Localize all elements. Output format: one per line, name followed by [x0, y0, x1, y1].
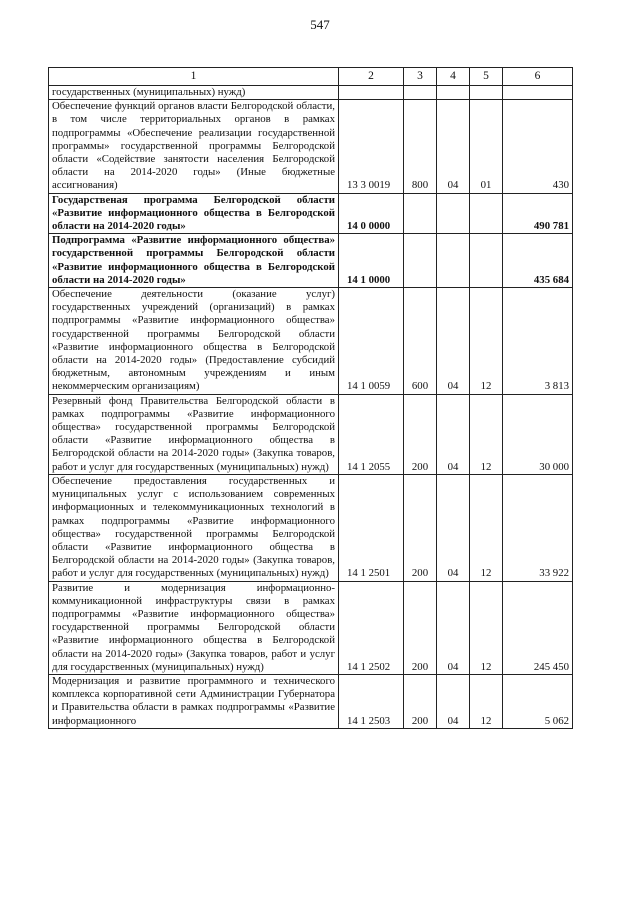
name-cell: Государственая программа Белгородской области «Развитие информационного общества в Белгородской области на 2014-2020 годы» [49, 193, 339, 234]
table-row [49, 288, 573, 395]
amount-cell [503, 86, 573, 100]
name-cell: Развитие и модернизация информационно-коммуникационной инфраструктуры связи в рамках подпрограммы «Развитие информационного общества» государственной программы Белгородской области «Развитие информационного общества в Белгородской области на 2014-2020 годы» (Закупка товаров, работ и услуг для государственных (муниципальных) нужд) [49, 581, 339, 674]
table-row [49, 674, 573, 728]
amount-cell: 33 922 [503, 474, 573, 581]
header-cell: 3 [404, 68, 437, 86]
name-cell: Обеспечение предоставления государственных и муниципальных услуг с использованием современных информационных и телекоммуникационных технологий в рамках подпрограммы «Развитие информационного общества» государственной программы Белгородской области «Развитие информационного общества в Белгородской области на 2014-2020 годы» (Закупка товаров, работ и услуг для государственных (муниципальных) нужд) [49, 474, 339, 581]
section-cell: 04 [437, 100, 470, 193]
code-cell: 14 1 2055 [339, 394, 404, 474]
section-cell: 04 [437, 288, 470, 395]
amount-cell: 435 684 [503, 234, 573, 288]
expense-type-cell: 200 [404, 674, 437, 728]
table-row [49, 581, 573, 674]
expense-type-cell [404, 193, 437, 234]
code-cell [339, 86, 404, 100]
expense-type-cell: 200 [404, 394, 437, 474]
table-row [49, 193, 573, 234]
section-cell: 04 [437, 474, 470, 581]
subsection-cell: 12 [470, 581, 503, 674]
amount-cell: 430 [503, 100, 573, 193]
expense-type-cell [404, 86, 437, 100]
code-cell: 14 1 2503 [339, 674, 404, 728]
code-cell: 14 1 2501 [339, 474, 404, 581]
name-cell: Подпрограмма «Развитие информационного общества» государственной программы Белгородской области «Развитие информационного общества в Белгородской области на 2014-2020 годы» [49, 234, 339, 288]
subsection-cell: 01 [470, 100, 503, 193]
code-cell: 14 1 0000 [339, 234, 404, 288]
code-cell: 14 0 0000 [339, 193, 404, 234]
header-cell: 1 [49, 68, 339, 86]
code-cell: 14 1 0059 [339, 288, 404, 395]
amount-cell: 30 000 [503, 394, 573, 474]
section-cell [437, 234, 470, 288]
subsection-cell: 12 [470, 474, 503, 581]
code-cell: 13 3 0019 [339, 100, 404, 193]
page-number: 547 [310, 17, 330, 32]
subsection-cell: 12 [470, 288, 503, 395]
header-cell: 2 [339, 68, 404, 86]
subsection-cell: 12 [470, 394, 503, 474]
table-row [49, 86, 573, 100]
section-cell: 04 [437, 581, 470, 674]
amount-cell: 5 062 [503, 674, 573, 728]
header-row [49, 68, 573, 86]
amount-cell: 3 813 [503, 288, 573, 395]
section-cell: 04 [437, 394, 470, 474]
expense-type-cell: 200 [404, 474, 437, 581]
subsection-cell: 12 [470, 674, 503, 728]
subsection-cell [470, 234, 503, 288]
header-cell: 6 [503, 68, 573, 86]
section-cell: 04 [437, 674, 470, 728]
section-cell [437, 193, 470, 234]
expense-type-cell [404, 234, 437, 288]
code-cell: 14 1 2502 [339, 581, 404, 674]
expense-type-cell: 800 [404, 100, 437, 193]
subsection-cell [470, 193, 503, 234]
name-cell: Обеспечение деятельности (оказание услуг) государственных учреждений (организаций) в рамках подпрограммы «Развитие информационного общества» государственной программы Белгородской области «Развитие информационного общества в Белгородской области на 2014-2020 годы» (Предоставление субсидий бюджетным, автономным учреждениям и иным некоммерческим организациям) [49, 288, 339, 395]
budget-table [48, 67, 573, 729]
name-cell: Обеспечение функций органов власти Белгородской области, в том числе территориальных органов в рамках подпрограммы «Обеспечение реализации государственной программы» государственной программы Белгородской области «Содействие занятости населения Белгородской области на 2014-2020 годы» (Иные бюджетные ассигнования) [49, 100, 339, 193]
amount-cell: 245 450 [503, 581, 573, 674]
subsection-cell [470, 86, 503, 100]
expense-type-cell: 600 [404, 288, 437, 395]
expense-type-cell: 200 [404, 581, 437, 674]
table-row [49, 474, 573, 581]
amount-cell: 490 781 [503, 193, 573, 234]
header-cell: 5 [470, 68, 503, 86]
table-row [49, 394, 573, 474]
section-cell [437, 86, 470, 100]
table-row [49, 234, 573, 288]
table-row [49, 100, 573, 193]
name-cell: государственных (муниципальных) нужд) [49, 86, 339, 100]
header-cell: 4 [437, 68, 470, 86]
name-cell: Модернизация и развитие программного и технического комплекса корпоративной сети Администрации Губернатора и Правительства области в рамках подпрограммы «Развитие информационного [49, 674, 339, 728]
name-cell: Резервный фонд Правительства Белгородской области в рамках подпрограммы «Развитие информационного общества» государственной программы Белгородской области «Развитие информационного общества в Белгородской области на 2014-2020 годы» (Закупка товаров, работ и услуг для государственных (муниципальных) нужд) [49, 394, 339, 474]
